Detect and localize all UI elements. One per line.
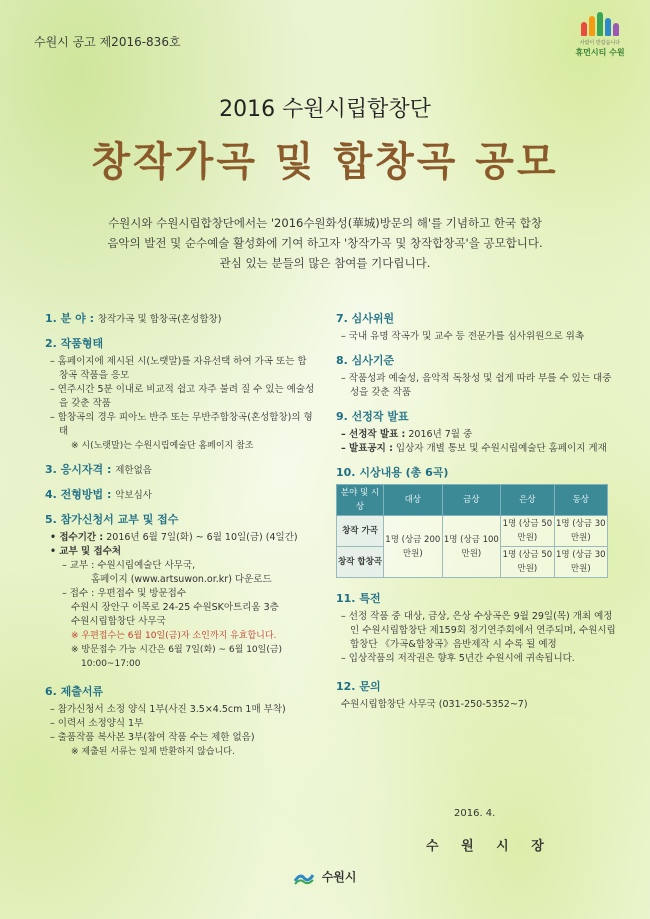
- section-criteria: [336, 354, 616, 400]
- item-value: 입상자 개별 통보 및 수원시립예술단 홈페이지 게재: [395, 443, 607, 454]
- title-line2: 창작가곡 및 합창곡 공모: [91, 139, 559, 185]
- city-name: 수원시: [321, 870, 357, 884]
- note: ※ 제출된 서류는 일체 반환하지 않습니다.: [71, 747, 235, 757]
- row-label: 창작 합창곡: [337, 547, 384, 578]
- note: ※ 우편접수는 6월 10일(금)자 소인까지 유효합니다.: [71, 631, 277, 641]
- section-application: [45, 513, 315, 671]
- section-inquiry: [336, 680, 616, 712]
- table-cell: 1명 (상금 30만원): [554, 547, 607, 578]
- section-heading: 4. 전형방법 :: [45, 488, 112, 501]
- section-heading: 11. 특전: [336, 592, 381, 605]
- list-item: – 출품작품 복사본 3부(참여 작품 수는 제한 없음): [50, 732, 255, 743]
- list-item: 홈페이지 (www.artsuwon.or.kr) 다운로드: [91, 574, 272, 585]
- section-value: 창작가곡 및 합창곡(혼성합창): [97, 314, 222, 325]
- table-header: 동상: [554, 485, 607, 516]
- section-selection-method: [45, 488, 315, 503]
- title-line1: 2016 수원시립합창단: [219, 97, 431, 122]
- address-line: 수원시립합창단 사무국: [71, 616, 166, 627]
- note: ※ 시(노랫말)는 수원시립예술단 홈페이지 참조: [71, 441, 254, 451]
- section-awards: [336, 466, 616, 578]
- contact-info: 수원시립합창단 사무국 (031-250-5352~7): [341, 699, 528, 710]
- section-judges: [336, 312, 616, 344]
- list-item: – 작품성과 예술성, 음악적 독창성 및 쉽게 따라 부를 수 있는 대중성을 갖춘 작품: [341, 373, 612, 398]
- city-emblem: [0, 868, 650, 885]
- list-item: – 합창곡의 경우 피아노 반주 또는 무반주합창곡(혼성합창)의 형태: [50, 412, 313, 437]
- section-value: 제한없음: [115, 465, 152, 476]
- section-value: 악보심사: [115, 490, 152, 501]
- table-row: [337, 516, 608, 547]
- section-heading: 2. 작품형태: [45, 337, 104, 350]
- table-cell: 1명 (상금 200만원): [384, 516, 443, 578]
- list-item: – 접수 : 우편접수 및 방문접수: [62, 588, 186, 599]
- note: 10:00~17:00: [81, 659, 141, 669]
- logo-subtitle: 사람이 반갑습니다: [579, 40, 621, 46]
- table-cell: 1명 (상금 30만원): [554, 516, 607, 547]
- section-heading: 5. 참가신청서 교부 및 접수: [45, 513, 179, 526]
- section-heading: 6. 제출서류: [45, 685, 104, 698]
- section-heading: 10. 시상내용 (총 6곡): [336, 466, 449, 479]
- period-value: 2016년 6월 7일(화) ~ 6월 10일(금) (4일간): [106, 532, 298, 543]
- intro-line: 음악의 발전 및 순수예술 활성화에 기여 하고자 '창작가곡 및 창작합창곡'을 공모합니다.: [107, 236, 543, 250]
- table-header: 분야 및 시상: [337, 485, 384, 516]
- list-item: – 이력서 소정양식 1부: [50, 718, 144, 729]
- table-cell: 1명 (상금 50만원): [501, 547, 554, 578]
- notice-number: 수원시 공고 제2016-836호: [34, 35, 181, 49]
- table-cell: 1명 (상금 50만원): [501, 516, 554, 547]
- table-header: 대상: [384, 485, 443, 516]
- section-benefits: [336, 592, 616, 666]
- section-heading: 1. 분 야 :: [45, 312, 94, 325]
- list-item: – 참가신청서 소정 양식 1부(사진 3.5×4.5cm 1매 부착): [50, 704, 286, 715]
- people-icon: [568, 12, 632, 36]
- section-heading: 7. 심사위원: [336, 312, 395, 325]
- list-item: – 국내 유명 작곡가 및 교수 등 전문가를 심사위원으로 위촉: [341, 331, 584, 342]
- table-header: 금상: [442, 485, 501, 516]
- table-cell: 1명 (상금 100만원): [442, 516, 501, 578]
- section-eligibility: [45, 463, 315, 478]
- section-heading: 8. 심사기준: [336, 354, 395, 367]
- table-header-row: [337, 485, 608, 516]
- right-column: [336, 312, 616, 722]
- left-column: [45, 312, 315, 769]
- list-item: – 입상작품의 저작권은 향후 5년간 수원시에 귀속됩니다.: [341, 653, 575, 664]
- section-field: [45, 312, 315, 327]
- row-label: 창작 가곡: [337, 516, 384, 547]
- list-item: – 선정 작품 중 대상, 금상, 은상 수상곡은 9월 29일(목) 개최 예정인 수원시립합창단 제159회 정기연주회에서 연주되며, 수원시립합창단 《가곡&합창곡》음반제작 시 수록 될 예정: [341, 611, 616, 650]
- mayor-signature: 수 원 시 장: [426, 839, 553, 854]
- section-work-type: [45, 337, 315, 453]
- address-line: 수원시 장안구 이목로 24-25 수원SK아트리움 3층: [71, 602, 279, 613]
- place-label: • 교부 및 접수처: [50, 546, 122, 557]
- item-label: – 선정작 발표 :: [341, 429, 406, 440]
- section-heading: 9. 선정작 발표: [336, 410, 409, 423]
- section-documents: [45, 685, 315, 759]
- suwon-emblem-icon: [294, 871, 314, 885]
- item-label: – 발표공지 :: [341, 443, 393, 454]
- period-label: • 접수기간 :: [50, 532, 104, 543]
- note: ※ 방문접수 가능 시간은 6월 7일(화) ~ 6월 10일(금): [71, 645, 283, 655]
- section-heading: 3. 응시자격 :: [45, 463, 112, 476]
- intro-line: 수원시와 수원시립합창단에서는 '2016수원화성(華城)방문의 해'를 기념하고 한국 합창: [108, 216, 542, 230]
- logo-text: 휴먼시티 수원: [575, 48, 625, 57]
- prize-table: [336, 484, 608, 578]
- section-announcement: [336, 410, 616, 456]
- human-city-logo: [568, 12, 632, 58]
- table-header: 은상: [501, 485, 554, 516]
- item-value: 2016년 7월 중: [408, 429, 473, 440]
- list-item: – 홈페이지에 제시된 시(노랫말)를 자유선택 하여 가곡 또는 합창곡 작품을 응모: [50, 356, 307, 381]
- list-item: – 연주시간 5분 이내로 비교적 쉽고 자주 불려 질 수 있는 예술성을 갖춘 작품: [50, 384, 315, 409]
- notice-date: 2016. 4.: [454, 808, 496, 819]
- list-item: – 교부 : 수원시립예술단 사무국,: [62, 560, 196, 571]
- section-heading: 12. 문의: [336, 680, 381, 693]
- intro-line: 관심 있는 분들의 많은 참여를 기다립니다.: [219, 256, 431, 270]
- intro-text: [60, 213, 590, 273]
